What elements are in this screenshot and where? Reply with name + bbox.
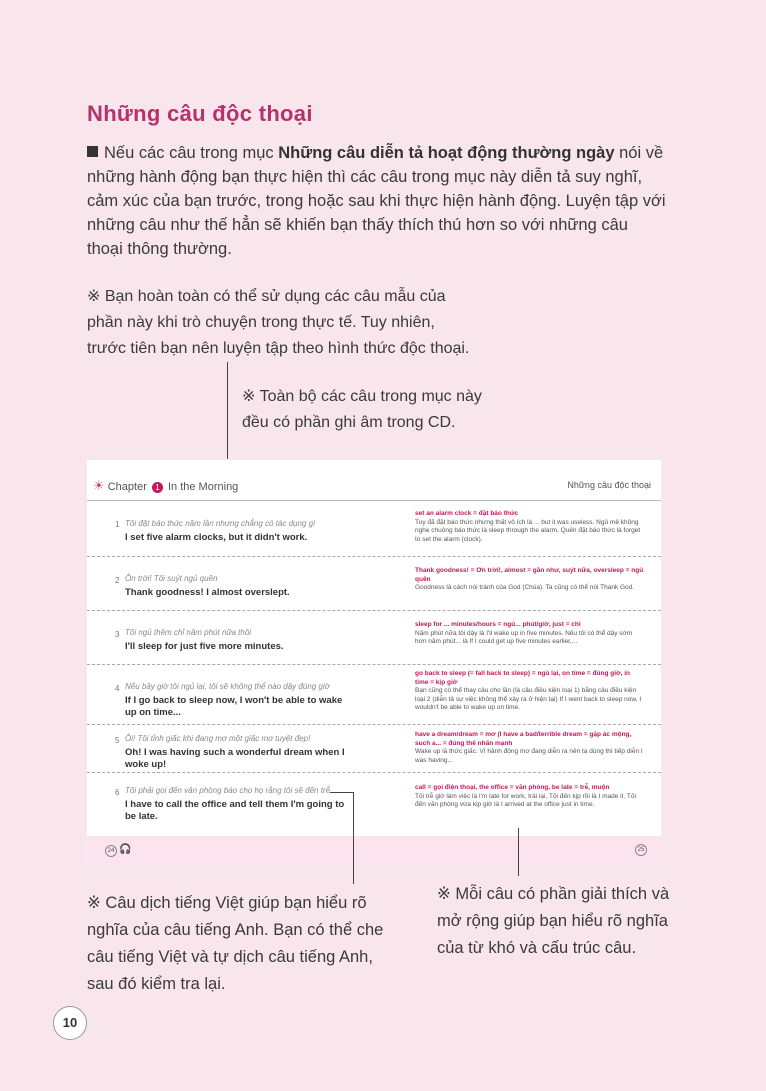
divider (87, 772, 661, 773)
item-number: 5 (115, 736, 120, 745)
note-line: phần này khi trò chuyện trong thực tế. Tuy nhiên, (87, 314, 435, 331)
card-footer (87, 836, 661, 868)
footer-right (635, 844, 647, 856)
sample-card (87, 460, 661, 868)
chapter-heading (93, 478, 238, 494)
vietnamese-sentence: Nếu bây giờ tôi ngủ lại, tôi sẽ không thể nào dậy đúng giờ (125, 682, 330, 691)
english-sentence: Thank goodness! I almost overslept. (125, 587, 290, 598)
vietnamese-sentence: Tôi đặt báo thức năm lần nhưng chẳng có tác dụng gì (125, 519, 316, 528)
divider (87, 664, 661, 665)
pointer-line (518, 828, 519, 876)
explanation-key: Thank goodness! = Ơn trời!, almost = gần như, suýt nữa, oversleep = ngủ quên (415, 567, 644, 583)
item-number: 6 (115, 788, 120, 797)
item-number: 1 (115, 520, 120, 529)
explanation-key: go back to sleep (= fall back to sleep) = ngủ lại, on time = đúng giờ, in time = kịp giờ (415, 670, 631, 686)
page-number-left: 24 (105, 845, 117, 857)
chapter-label: Chapter (107, 481, 147, 493)
explanation-text: Goodness là cách nói tránh của God (Chúa). Ta cũng có thể nói Thank God. (415, 584, 635, 591)
item-number: 4 (115, 684, 120, 693)
page-number-right: 25 (635, 844, 647, 856)
explanation (415, 621, 645, 647)
divider (87, 724, 661, 725)
sun-icon: ☀ (93, 478, 105, 493)
explanation (415, 670, 645, 713)
note-line: câu tiếng Việt và tự dịch câu tiếng Anh, (87, 948, 373, 966)
explanation-text: Wake up là thức giấc. Vì hành động mơ đang diễn ra nên ta dùng thì tiếp diễn I was having... (415, 748, 643, 764)
note-line: ※ Câu dịch tiếng Việt giúp bạn hiểu rõ (87, 894, 367, 912)
note-cd (242, 384, 482, 436)
bullet-square-icon (87, 146, 98, 157)
note-line: ※ Bạn hoàn toàn có thể sử dụng các câu mẫu của (87, 288, 446, 305)
explanation (415, 731, 645, 765)
note-line: trước tiên bạn nên luyện tập theo hình thức độc thoại. (87, 340, 470, 357)
intro-lead: Nếu các câu trong mục (104, 144, 279, 162)
note-line: của từ khó và cấu trúc câu. (437, 939, 637, 957)
explanation-text: Bạn cũng có thể thay câu cho lần (là câu điều kiện loại 1) bằng câu điều kiện loại 2 (diễn tả sự việc không thể xảy ra ở hiện tại) If I went back to sleep now, I wouldn't be able to wake up on time. (415, 687, 642, 711)
explanation (415, 784, 645, 810)
footer-left (105, 844, 132, 857)
headphones-icon: 🎧 (119, 844, 132, 855)
explanation (415, 567, 645, 593)
note-monologue (87, 284, 469, 362)
pointer-line (353, 792, 354, 884)
item-number: 3 (115, 630, 120, 639)
note-translation (87, 890, 383, 998)
vietnamese-sentence: Ôi! Tôi tỉnh giấc khi đang mơ một giấc mơ tuyệt đẹp! (125, 734, 311, 743)
chapter-number: 1 (152, 482, 163, 493)
note-line: đều có phần ghi âm trong CD. (242, 414, 456, 431)
explanation-key: set an alarm clock = đặt báo thức (415, 510, 519, 517)
note-line: sau đó kiểm tra lại. (87, 975, 226, 993)
english-sentence: I'll sleep for just five more minutes. (125, 641, 284, 652)
pointer-tick (330, 792, 354, 793)
vietnamese-sentence: Tôi ngủ thêm chỉ năm phút nữa thôi (125, 628, 252, 637)
note-line: ※ Mỗi câu có phần giải thích và (437, 885, 670, 903)
english-sentence: If I go back to sleep now, I won't be able to wake up on time... (125, 695, 343, 718)
english-sentence: I set five alarm clocks, but it didn't work. (125, 532, 308, 543)
explanation-key: call = gọi điện thoại, the office = văn phòng, be late = trễ, muộn (415, 784, 610, 791)
divider (87, 556, 661, 557)
item-number: 2 (115, 576, 120, 585)
vietnamese-sentence: Tôi phải gọi đến văn phòng báo cho họ rằng tôi sẽ đến trễ (125, 786, 331, 795)
explanation (415, 510, 645, 544)
page-number: 10 (53, 1006, 87, 1040)
english-sentence: I have to call the office and tell them I'm going to be late. (125, 799, 345, 822)
note-line: ※ Toàn bộ các câu trong mục này (242, 388, 482, 405)
explanation-text: Tuy đã đặt báo thức nhưng thất vô ích là ... but it was useless. Ngủ mê không nghe chuông báo thức là sleep through the alarm. Quên đặt báo thức là forget to set the alarm (clock). (415, 518, 641, 543)
chapter-title: In the Morning (167, 481, 239, 493)
note-line: nghĩa của câu tiếng Anh. Bạn có thể che (87, 921, 384, 939)
explanation-text: Tôi trễ giờ làm việc là I'm late for work, trái lại, Tôi đến kịp rồi là I made it. Tôi đến văn phòng vừa kịp giờ là I arrived at the office just in time. (415, 792, 636, 808)
section-name: Những câu độc thoại (567, 480, 651, 490)
intro-bold: Những câu diễn tả hoạt động thường ngày (278, 144, 615, 162)
intro-paragraph (87, 141, 667, 261)
divider (87, 500, 661, 501)
divider (87, 610, 661, 611)
explanation-key: sleep for ... minutes/hours = ngủ... phút/giờ, just = chỉ (415, 621, 581, 628)
note-explanation (437, 881, 669, 962)
english-sentence: Oh! I was having such a wonderful dream when I woke up! (125, 747, 345, 770)
note-line: mở rộng giúp bạn hiểu rõ nghĩa (437, 912, 668, 930)
explanation-key: have a dream/dream = mơ (I have a bad/terrible dream = gặp ác mộng, such a... = đúng thế nhấn mạnh (415, 731, 632, 747)
vietnamese-sentence: Ôn trời! Tôi suýt ngủ quên (125, 574, 218, 583)
explanation-text: Năm phút nữa tôi dậy là I'll wake up in five minutes. Nếu tôi có thể dậy sớm hơn năm phút... là If I could get up five minutes earlier,... (415, 629, 633, 645)
card-header (87, 478, 661, 500)
page-title: Những câu độc thoại (87, 101, 313, 126)
intro-rest: nói về những hành động bạn thực hiện thì các câu trong mục này diễn tả suy nghĩ, cảm xúc của bạn trước, trong hoặc sau khi thực hiện hành động. Luyện tập với những câu như thế hẳn sẽ khiến bạn thấy thích thú hơn so với những câu thoại thông thường. (87, 144, 666, 258)
